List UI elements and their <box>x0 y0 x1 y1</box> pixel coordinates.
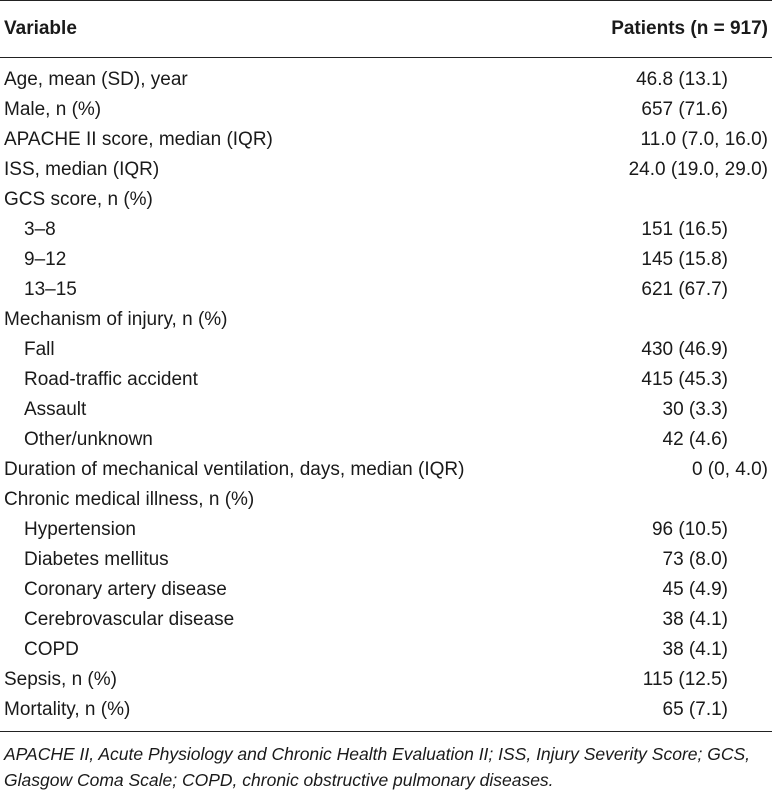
row-label: Other/unknown <box>24 429 153 450</box>
row-label: Fall <box>24 339 55 360</box>
row-label: Road-traffic accident <box>24 369 198 390</box>
table-header <box>0 14 772 44</box>
row-value: 38 (4.1) <box>662 639 728 660</box>
row-value: 0 (0, 4.0) <box>691 459 768 480</box>
row-label: Diabetes mellitus <box>24 549 169 570</box>
row-label: Assault <box>24 399 87 420</box>
row-label: Mortality, n (%) <box>4 699 131 720</box>
row-value: 73 (8.0) <box>662 549 728 570</box>
row-label: Male, n (%) <box>4 99 102 120</box>
table-row <box>0 635 772 665</box>
table-footnote: APACHE II, Acute Physiology and Chronic Health Evaluation II; ISS, Injury Severity Score; GCS, Glasgow Coma Scale; COPD, chronic obstructive pulmonary diseases. <box>4 744 751 790</box>
row-value: 65 (7.1) <box>662 699 728 720</box>
row-value: 151 (16.5) <box>641 219 728 240</box>
row-label: COPD <box>24 639 79 660</box>
row-label: Mechanism of injury, n (%) <box>4 309 228 330</box>
row-label: APACHE II score, median (IQR) <box>4 129 273 150</box>
table-row <box>0 95 772 125</box>
table-row <box>0 365 772 395</box>
row-label: Cerebrovascular disease <box>24 609 235 630</box>
table-row <box>0 485 772 515</box>
table-row <box>0 395 772 425</box>
row-label: Hypertension <box>24 519 136 540</box>
row-label: 3–8 <box>24 219 56 240</box>
row-value: 46.8 (13.1) <box>636 69 728 90</box>
table-row <box>0 185 772 215</box>
bottom-rule <box>0 731 772 732</box>
header-patients: Patients (n = 917) <box>611 18 768 39</box>
table-row <box>0 545 772 575</box>
row-value: 115 (12.5) <box>642 669 728 690</box>
row-label: 9–12 <box>24 249 67 270</box>
top-rule <box>0 0 772 1</box>
row-value: 42 (4.6) <box>662 429 728 450</box>
row-value: 96 (10.5) <box>651 519 728 540</box>
row-value: 145 (15.8) <box>641 249 728 270</box>
row-value: 415 (45.3) <box>641 369 728 390</box>
table-row <box>0 275 772 305</box>
row-label: 13–15 <box>24 279 77 300</box>
row-label: Sepsis, n (%) <box>4 669 117 690</box>
header-rule <box>0 57 772 58</box>
table-row <box>0 125 772 155</box>
row-value: 30 (3.3) <box>662 399 728 420</box>
row-value: 45 (4.9) <box>662 579 728 600</box>
table-row <box>0 65 772 95</box>
table-row <box>0 515 772 545</box>
table-row <box>0 575 772 605</box>
row-label: Duration of mechanical ventilation, days, median (IQR) <box>4 459 465 480</box>
table-row <box>0 155 772 185</box>
row-value: 657 (71.6) <box>641 99 728 120</box>
table-body <box>0 65 772 725</box>
header-variable: Variable <box>4 18 77 39</box>
row-label: Coronary artery disease <box>24 579 227 600</box>
row-value: 38 (4.1) <box>662 609 728 630</box>
table-row <box>0 335 772 365</box>
table-row <box>0 455 772 485</box>
table-row <box>0 305 772 335</box>
row-label: Age, mean (SD), year <box>4 69 188 90</box>
table-row <box>0 665 772 695</box>
row-value: 11.0 (7.0, 16.0) <box>640 129 768 150</box>
table-row <box>0 245 772 275</box>
table-row <box>0 695 772 725</box>
row-value: 621 (67.7) <box>641 279 728 300</box>
row-value: 24.0 (19.0, 29.0) <box>628 159 768 180</box>
table-row <box>0 425 772 455</box>
row-value: 430 (46.9) <box>641 339 728 360</box>
table-row <box>0 215 772 245</box>
table-row <box>0 605 772 635</box>
row-label: Chronic medical illness, n (%) <box>4 489 255 510</box>
row-label: GCS score, n (%) <box>4 189 153 210</box>
row-label: ISS, median (IQR) <box>4 159 160 180</box>
